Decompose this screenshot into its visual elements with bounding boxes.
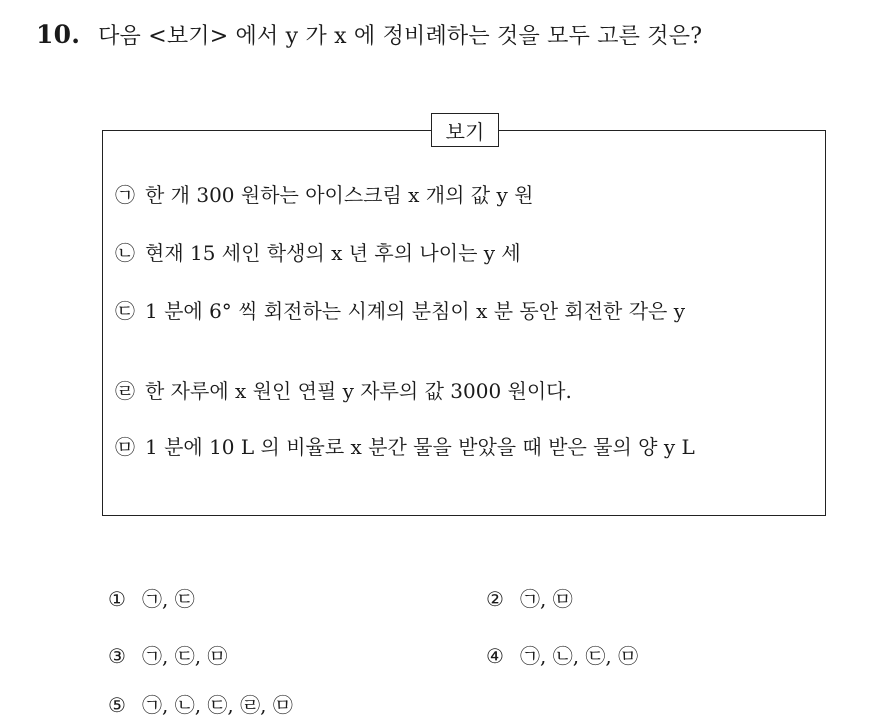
example-item-text: 1 분에 6° 씩 회전하는 시계의 분침이 x 분 동안 회전한 각은 y: [145, 299, 686, 323]
example-box: [102, 119, 826, 516]
choice-value: ㉠, ㉢: [142, 587, 195, 611]
choice-number: ①: [108, 587, 126, 611]
choice-number: ②: [486, 587, 504, 611]
choice-value: ㉠, ㉢, ㉤: [142, 644, 228, 668]
example-item-marker: ㉢: [115, 299, 135, 323]
example-item-marker: ㉠: [115, 183, 135, 207]
question: [36, 14, 856, 54]
choice-4[interactable]: [486, 641, 638, 671]
example-box-items: [103, 131, 825, 515]
choice-5[interactable]: [108, 690, 293, 720]
example-item-text: 현재 15 세인 학생의 x 년 후의 나이는 y 세: [145, 241, 521, 265]
choice-value: ㉠, ㉡, ㉢, ㉤: [520, 644, 639, 668]
example-box-title: 보기: [431, 113, 499, 147]
choice-value: ㉠, ㉡, ㉢, ㉣, ㉤: [142, 693, 293, 717]
choice-number: ③: [108, 644, 126, 668]
example-item-text: 한 자루에 x 원인 연필 y 자루의 값 3000 원이다.: [145, 379, 572, 403]
example-item-marker: ㉤: [115, 435, 135, 459]
example-item-marker: ㉡: [115, 241, 135, 265]
choice-value: ㉠, ㉤: [520, 587, 573, 611]
example-item-marker: ㉣: [115, 379, 135, 403]
question-number: 10.: [36, 19, 81, 49]
example-item-text: 1 분에 10 L 의 비율로 x 분간 물을 받았을 때 받은 물의 양 y L: [145, 435, 695, 459]
choice-number: ⑤: [108, 693, 126, 717]
example-item-text: 한 개 300 원하는 아이스크림 x 개의 값 y 원: [145, 183, 534, 207]
question-text: 다음 <보기> 에서 y 가 x 에 정비례하는 것을 모두 고른 것은?: [98, 23, 703, 49]
choice-number: ④: [486, 644, 504, 668]
choice-3[interactable]: [108, 641, 227, 671]
choice-2[interactable]: [486, 584, 573, 614]
choice-1[interactable]: [108, 584, 195, 614]
